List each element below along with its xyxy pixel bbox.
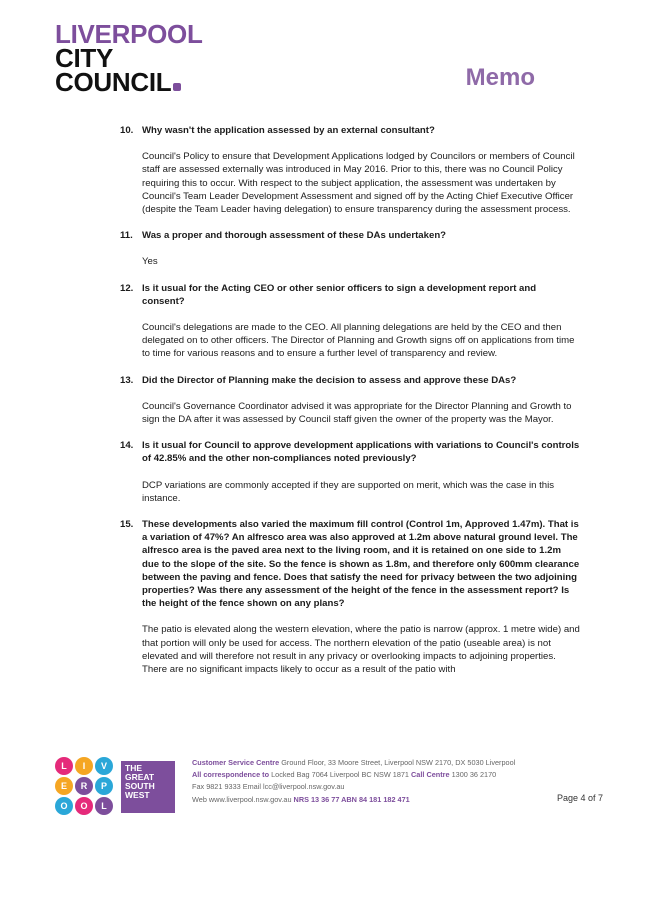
answer-11: Yes [142,256,158,268]
logo-line-council: COUNCIL [55,67,172,97]
question-number: 12. [120,282,134,294]
question-number: 11. [120,230,133,242]
nrs-abn: NRS 13 36 77 ABN 84 181 182 471 [293,794,410,804]
website: Web www.liverpool.nsw.gov.au [192,794,292,804]
question-text: These developments also varied the maximum fill control (Control 1m, Approved 1.47m). That is a variation of 47%? An alfresco area was also approved at 1.2m above natural ground level. The alfresco area is the paved area next to the living room, and it is retained on one side to 1.2m due to the slope of the site. So the fence is shown as 1.8m, and therefore only 600mm clearance between the paving and fence. Does that satisfy the need for privacy between the two adjoining properties? Was there any assessment of the height of the fence in the assessment report? Is the height of the fence shown on any plans? [142,519,580,610]
customer-service-label: Customer Service Centre [192,758,280,767]
logo-line-council-wrap [55,67,255,97]
correspondence-address: Locked Bag 7064 Liverpool BC NSW 1871 [271,770,409,780]
question-10 [120,124,580,137]
memo-body [120,124,580,689]
council-logo [55,19,255,97]
logo-line-city: CITY [55,43,114,73]
badge-letter: P [95,777,113,795]
customer-service-address: Ground Floor, 33 Moore Street, Liverpool NSW 2170, DX 5030 Liverpool [281,758,516,767]
question-number: 15. [120,519,134,531]
question-11 [120,229,580,242]
contact-line-4 [192,794,602,806]
question-text: Did the Director of Planning make the decision to assess and approve these DAs? [142,374,517,386]
question-text: Was a proper and thorough assessment of these DAs undertaken? [142,230,447,242]
question-number: 13. [120,374,134,386]
tagline-line: SOUTH [125,781,155,791]
answer-15: The patio is elevated along the western elevation, where the patio is narrow (approx. 1 metre wide) and that portion will only be used for access. The northern elevation of the patio (useable area) is not elevated and will therefore not result in any privacy or overlooking impacts to adjoining properties. There are no significant impacts likely to occur as a result of the patio with [142,624,580,676]
page-number: Page 4 of 7 [556,793,603,803]
answer-10: Council's Policy to ensure that Development Applications lodged by Councilors or members of Council staff are assessed externally was introduced in May 2016. Prior to this, there was no Council Policy requiring this to occur. With respect to the subject application, the assessment was undertaken by Council's Team Leader Development Assessment and signed off by the Acting Chief Executive Officer (despite the Team Leader having delegation) to ensure transparency during the assessment process. [142,151,575,216]
question-15 [120,518,580,610]
correspondence-label: All correspondence to [192,770,270,780]
question-text: Is it usual for the Acting CEO or other senior officers to sign a development report and consent? [142,282,537,307]
question-text: Is it usual for Council to approve development applications with variations to Council's controls of 42.85% and the other non-compliances noted previously? [142,440,580,465]
contact-line-3: Fax 9821 9333 Email lcc@liverpool.nsw.gov.au [192,782,345,792]
question-text: Why wasn't the application assessed by an external consultant? [142,125,435,136]
page-footer [55,757,603,817]
question-13 [120,374,580,387]
contact-line-1 [192,757,602,769]
memo-title: Memo [465,64,535,91]
logo-line-liverpool: LIVERPOOL [55,19,203,49]
tagline-line: THE [125,763,142,773]
badge-letter: I [75,757,93,775]
question-number: 14. [120,440,134,452]
tagline-line: GREAT [125,772,155,782]
badge-letter: L [95,797,113,815]
call-centre-label: Call Centre [411,770,450,780]
question-14 [120,439,580,465]
badge-letter: R [75,777,93,795]
question-12 [120,282,580,308]
contact-details [192,757,602,806]
badge-letter: L [55,757,73,775]
answer-14: DCP variations are commonly accepted if they are supported on merit, which was the case in this instance. [142,479,555,504]
question-number: 10. [120,125,134,136]
tagline-line: WEST [125,790,150,800]
logo-dot-icon [173,83,181,91]
badge-letter: E [55,777,73,795]
badge-letter: O [75,797,93,815]
answer-13: Council's Governance Coordinator advised it was appropriate for the Director Planning and Growth to sign the DA after it was assessed by Council staff given the owner of the property was the Mayor. [142,400,572,426]
badge-letter: O [55,797,73,815]
liverpool-badge-logo [55,757,113,815]
contact-line-2 [192,769,602,781]
badge-letter: V [95,757,113,775]
call-centre-number: 1300 36 2170 [451,770,497,780]
answer-12: Council's delegations are made to the CEO. All planning delegations are held by the CEO and then delegated on to other officers. The Director of Planning and Growth signs off on applications from time to time for various reasons and to ensure a further level of transparency and review. [142,322,575,360]
great-south-west-tagline [121,761,175,813]
